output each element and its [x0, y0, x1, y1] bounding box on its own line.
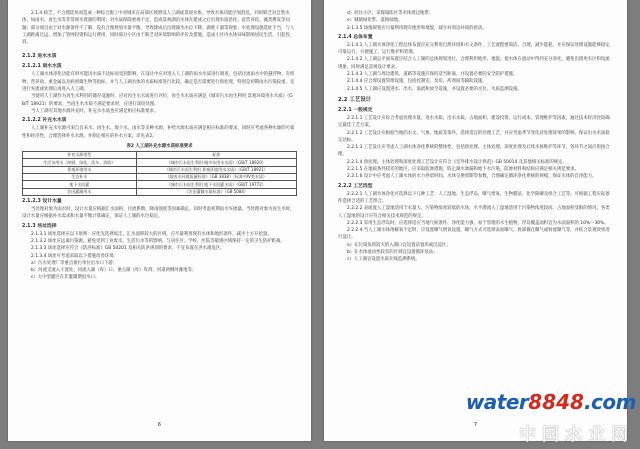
section-heading: 2.1.2 进水水质 — [22, 54, 57, 60]
watermark-tld: .com — [583, 390, 636, 414]
left-page-content — [22, 10, 297, 282]
body-paragraph: 2.2.1.2 工艺设计应根据当地的水文、气象、地质等条件，选择适宜的处理工艺，并应考虑季节变化对处理效果的影响，保证出水水质稳定达标。 — [338, 130, 610, 143]
body-paragraph: 2.2.1.6 设计中应考虑人工湖水体的水力停留时间、水体交换周期等参数，合理确定循环净化系统的规模，保证水体的自净能力。 — [347, 174, 597, 180]
table-caption: 表2 人工湖补充水源水质标准要求 — [126, 143, 193, 149]
list-item: b）河流支流入干流处、河流入湖（库）口、重点湖（库）库湾、河道两侧河滩地等； — [31, 268, 197, 274]
site-watermark — [465, 390, 636, 445]
watermark-chinese-name: 中国水业网 — [519, 425, 634, 445]
chapter-heading: 2.2 工艺设计 — [338, 96, 371, 103]
body-paragraph: 2.1.3.5 场地规划应尽量利用现有地形和地貌，减少对周边环境的扰动。 — [347, 25, 487, 31]
table-row — [23, 166, 297, 173]
body-paragraph: 当使用人工湖作为再生水利用的储存设施时，应对再生水水质进行评价，再生水水质应满足《城市污水再生利用 景观环境用水水质》（GB/T 18921）的要求，当再生水水质不满足要求时，应进行深度处理。 — [22, 94, 293, 107]
body-paragraph: 2.1.3.4 场址可考虑采取以下措施改善环境： — [31, 253, 119, 259]
table-cell: 农田灌溉用水 — [23, 188, 137, 195]
table-row — [23, 188, 297, 195]
page-number: 6 — [157, 422, 162, 428]
watermark-word: water — [465, 390, 529, 414]
body-paragraph: 2.1.3.3 场址选择应符合《防洪标准》GB 50201 及相关防洪规划的要求，不宜布置在洪水淹没区。 — [31, 246, 225, 252]
table-row — [23, 159, 297, 166]
table-cell: 生态补水 — [23, 173, 137, 180]
body-paragraph: 2.2.1.1 工艺设计应综合考虑处理水量、进水水质、出水水质、占地面积、建设投资、运行成本、管理维护等因素，通过技术经济比较确定最佳工艺方案。 — [338, 115, 610, 129]
body-paragraph: 人工湖水体净化功能有时可能因水质不达标而受到影响，在设计中应对进入人工湖的雨水水质进行调查，包括径流雨水中的悬浮物、有机物、营养盐、重金属以及病原微生物等指标，并与人工湖水体的水质标准进行比较，确定是否需要进行预处理，特别是初期雨水污染较重，宜进行弃流或处理后再进入人工湖。 — [22, 72, 295, 93]
body-paragraph: 2.2.1.3 工艺设计应考虑人工湖水体净化系统的整体性，包括预处理、主体处理、深度处理及后续水体维护等环节，各环节之间应衔接合理。 — [338, 145, 610, 158]
table-row — [23, 181, 297, 188]
list-item: c）大中型灌区在非灌溉期退水口； — [31, 275, 100, 281]
body-paragraph: 2.2.2.4 当人工湖水体溶解氧不足时，应设置曝气增氧设施，曝气方式可选择表面曝气、底部微孔曝气或射流曝气等，并结合景观效果进行设计。 — [338, 228, 610, 241]
table-cell: 景观环境用水 — [23, 166, 137, 173]
subsection-heading: 2.1.2.1 雨水水质 — [22, 64, 62, 70]
table-cell: 《城市污水再生利用 地下水回灌水质》（GB/T 19772） — [136, 181, 296, 188]
watermark-logo — [466, 390, 636, 414]
table-cell: 《农田灌溉水质标准》（GB 5084） — [136, 188, 296, 195]
table-cell: 《城市污水再生利用 城市杂用水水质》（GB/T 18920） — [136, 159, 296, 166]
body-paragraph: 当处理对象为雨水时，设计水量应根据汇水面积、径流系数、降雨强度等因素确定，同时考虑初期雨水弃流量。当处理对象为再生水时，设计水量应根据补水需求和水量平衡计算确定，保证人工湖的水位稳定。 — [22, 207, 295, 220]
section-heading: 2.2.2 工艺选型 — [338, 183, 373, 189]
body-paragraph: 2.1.4.5 人工湖应设置进水、出水、溢流和放空设施，并设置必要的水位、水质监测设施。 — [347, 86, 522, 92]
body-paragraph: 2.2.2.3 采用生态浮岛时，应选择适应当地气候条件、净化能力强、易于管理的水生植物，浮岛覆盖面积宜为水面面积的 10%～30%。 — [347, 220, 609, 226]
body-paragraph: 当人工湖有其他水源补充时，补充水水质也应满足相应标准要求。 — [31, 108, 159, 114]
body-paragraph: 2.1.4 缺乏、不合理选址而造成一种综合施工中对城市在局部区域增设人工湖或景观水体，导致水体功能区划混乱，同时缺乏对自然水体，如雨水、再生水等非常规水资源的利用；对水质保障重视不足，造成景观湖泊水体在建成之后出现水质恶化、富营养化、藻类爆发等问题；部分项目由于对水源条件不了解，没有合理规划水量平衡，导致建成后出现湖水水位下降、湖底干涸等现象；水处理设施选址不当，与人工湖距离过远，增加了管网投资和运行费用，同时部分小区由于缺乏对环境影响的评价及措施，造成小区内水体异味影响居民生活，引起投诉。 — [22, 11, 295, 46]
body-paragraph: 2.1.3.1 场址选择应以下原则：应优先选择低洼、汇水面积较大的区域，应尽量利用现有水体和地形条件，减少土方开挖量。 — [31, 231, 272, 237]
list-item: a）在污染负荷较大的入湖口宜设置前置库或沉淀区； — [347, 242, 451, 248]
section-heading: 2.1.3 场址选择 — [22, 223, 57, 229]
table-cell: 生活杂用水（冲厕、绿化、洗车、消防） — [23, 159, 137, 166]
table-cell: 地下水回灌 — [23, 181, 137, 188]
body-paragraph: 2.1.4.1 人工湖水体净化工程总体布置应充分利用自然环境和水文条件，工艺流程要简洁、合理，减少能耗，并应保证处理设施能够稳定可靠运行，方便施工、运行维护和管理。 — [338, 42, 610, 56]
watermark-number: 8848 — [528, 390, 584, 414]
water-quality-standard-table — [22, 151, 297, 196]
list-item: a）污水处理厂等重点排污单位出水口下游； — [31, 260, 118, 266]
list-item: b）在水体流动性较差的区域宜设置循环泵站； — [347, 250, 438, 256]
body-paragraph: 人工湖补充水水源可来自自来水、再生水、地下水、雨水等多种水源，补给水源水质应满足相应标准的要求，同时应考虑各种水源的可靠性和经济性，合理选择补水水源，并制定相应的补水方案。详见表2。 — [22, 126, 295, 139]
table-header: 标准 — [136, 151, 296, 158]
table-row — [23, 173, 297, 180]
right-page-content — [338, 10, 613, 264]
left-page — [8, 0, 311, 441]
body-paragraph: 2.1.4.2 人工湖总平面布置应结合人工湖的总体规划进行，合理利用地形、地貌，使水体在流动中得到充分净化，避免出现死水区和短流现象，同时满足景观设计要求。 — [338, 57, 610, 70]
table-header-row — [23, 151, 297, 158]
list-item: e）城镇绿化带、道路绿地。 — [347, 18, 403, 24]
body-paragraph: 2.1.3.2 场址应远离污染源，避免受到工业废水、生活污水等的影响，与居住区、学校、医院等敏感区域保持一定的卫生防护距离。 — [31, 239, 285, 244]
table-cell: 《城市污水再生利用 景观环境用水水质》（GB/T 18921） — [136, 166, 296, 173]
list-item: c）人工湖宜设置水质在线监测系统。 — [347, 257, 420, 263]
section-heading: 2.2.1 一般规定 — [338, 107, 373, 113]
body-paragraph: 2.1.4.3 人工湖与周边建筑、道路等设施应保持适当距离，并设置必要的安全防护措施。 — [347, 72, 518, 78]
page-number: 7 — [473, 422, 478, 428]
body-paragraph: 2.1.4.4 应合理设置管理设施，包括控制室、泵房、药剂间等辅助设施。 — [347, 79, 487, 85]
list-item: d）居住小区、采煤塌陷区等水体周边地带； — [347, 11, 434, 16]
body-paragraph: 2.2.2.2 表面流人工湿地适用于水量大、污染物浓度较低的水体，水平潜流人工湿地适用于污染物浓度较高、占地面积受限的情况，各类人工湿地的设计应符合相关技术规范的规定。 — [338, 206, 610, 219]
body-paragraph: 2.2.1.5 在地质条件较差的地区，应采取防渗措施，防止湖水渗漏和地下水污染，防渗材料和结构应满足相关规范要求。 — [347, 167, 579, 173]
section-heading: 2.1.4 总体布置 — [338, 34, 373, 40]
right-page — [324, 0, 627, 441]
table-cell: 《地表水环境质量标准》（GB 3838）（标准中IV类水质） — [136, 173, 296, 180]
subsection-heading: 2.1.2.2 补充水水质 — [22, 118, 67, 124]
body-paragraph: 2.2.1.4 预处理、主体处理和深度处理工艺设计应符合《室外排水设计规范》GB 50014 及其他相关标准的规定。 — [347, 159, 567, 165]
body-paragraph: 2.2.2.1 人工湖水体净化可选择以下几种工艺：人工湿地、生态浮岛、曝气增氧、生物膜法、化学除磷及组合工艺等，可根据工程实际条件选择合适的工艺组合。 — [338, 191, 610, 204]
table-header: 补充水源类型 — [23, 151, 137, 158]
subsection-heading: 2.1.2.3 设计水量 — [22, 199, 62, 205]
